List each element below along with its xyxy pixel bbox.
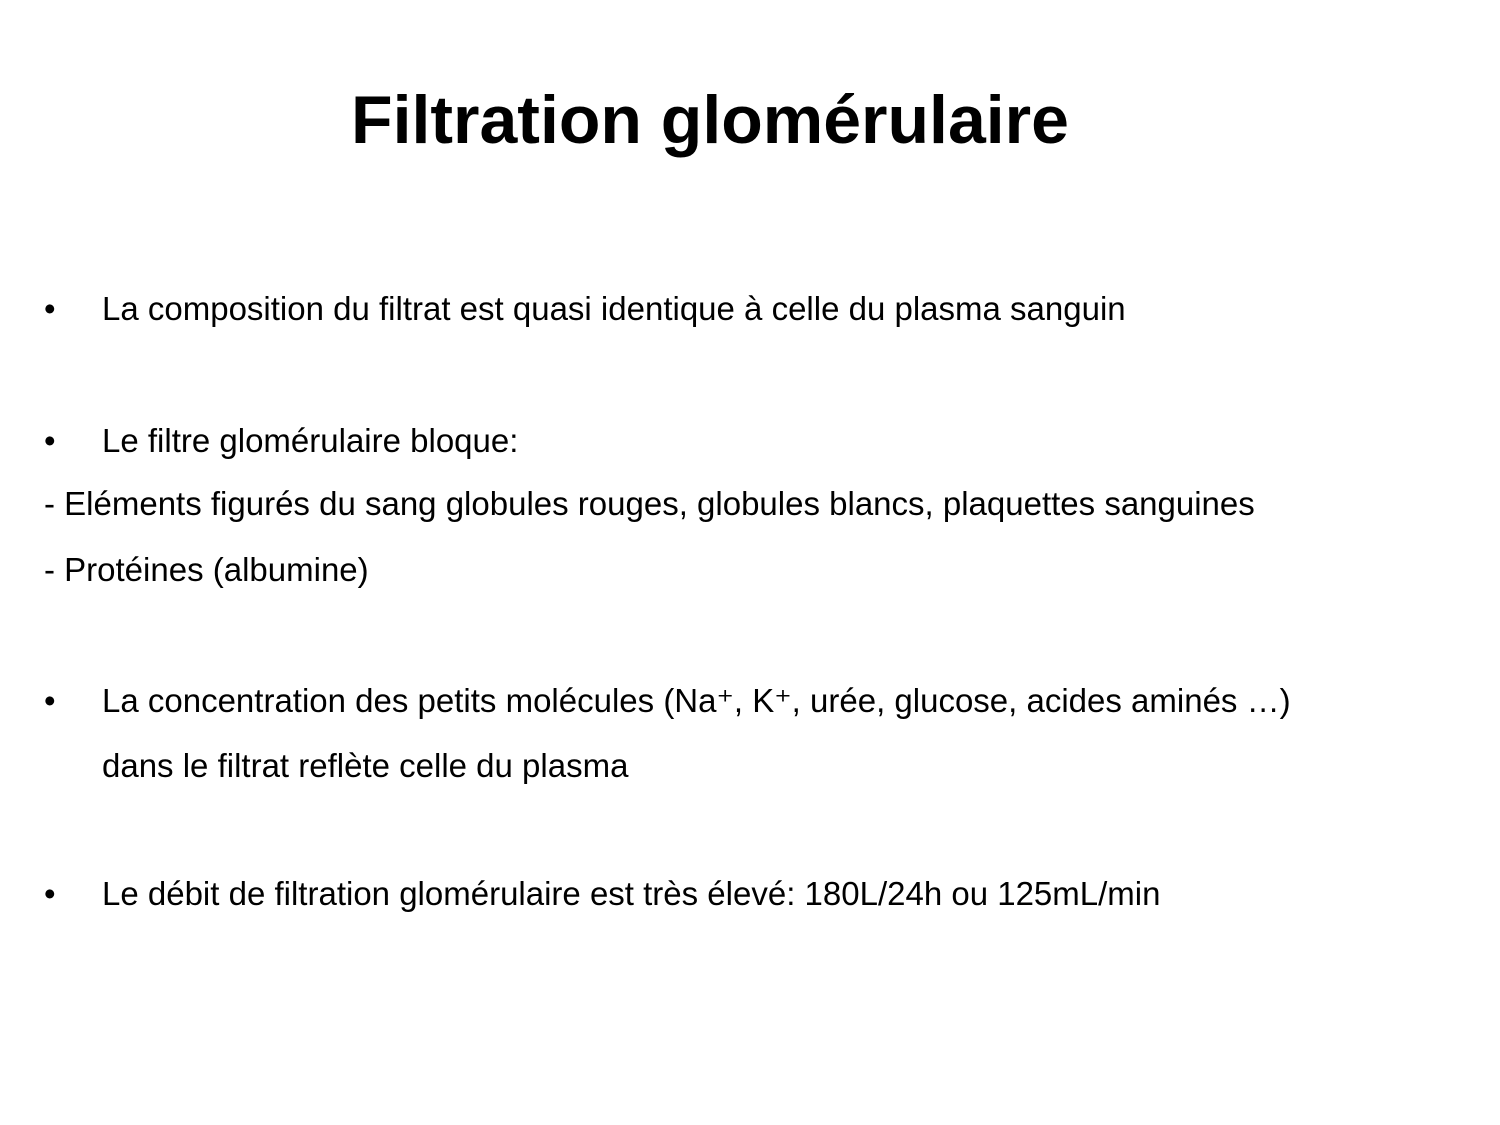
- sub-item-blood-elements: - Eléments figurés du sang globules rouges, globules blancs, plaquettes sanguines: [44, 485, 1255, 522]
- bullet-text-concentration: La concentration des petits molécules (Na⁺, K⁺, urée, glucose, acides aminés …): [102, 682, 1291, 719]
- bullet-text-concentration-cont: dans le filtrat reflète celle du plasma: [102, 747, 629, 784]
- slide-title: Filtration glomérulaire: [351, 82, 1069, 158]
- bullet-text-filtration-rate: Le débit de filtration glomérulaire est très élevé: 180L/24h ou 125mL/min: [102, 875, 1161, 912]
- bullet-text-filter-blocks: Le filtre glomérulaire bloque:: [102, 422, 519, 459]
- bullet-marker: •: [44, 290, 56, 327]
- bullet-marker: •: [44, 422, 56, 459]
- bullet-marker: •: [44, 875, 56, 912]
- sub-item-proteins: - Protéines (albumine): [44, 551, 369, 588]
- bullet-text-composition: La composition du filtrat est quasi identique à celle du plasma sanguin: [102, 290, 1126, 327]
- bullet-marker: •: [44, 682, 56, 719]
